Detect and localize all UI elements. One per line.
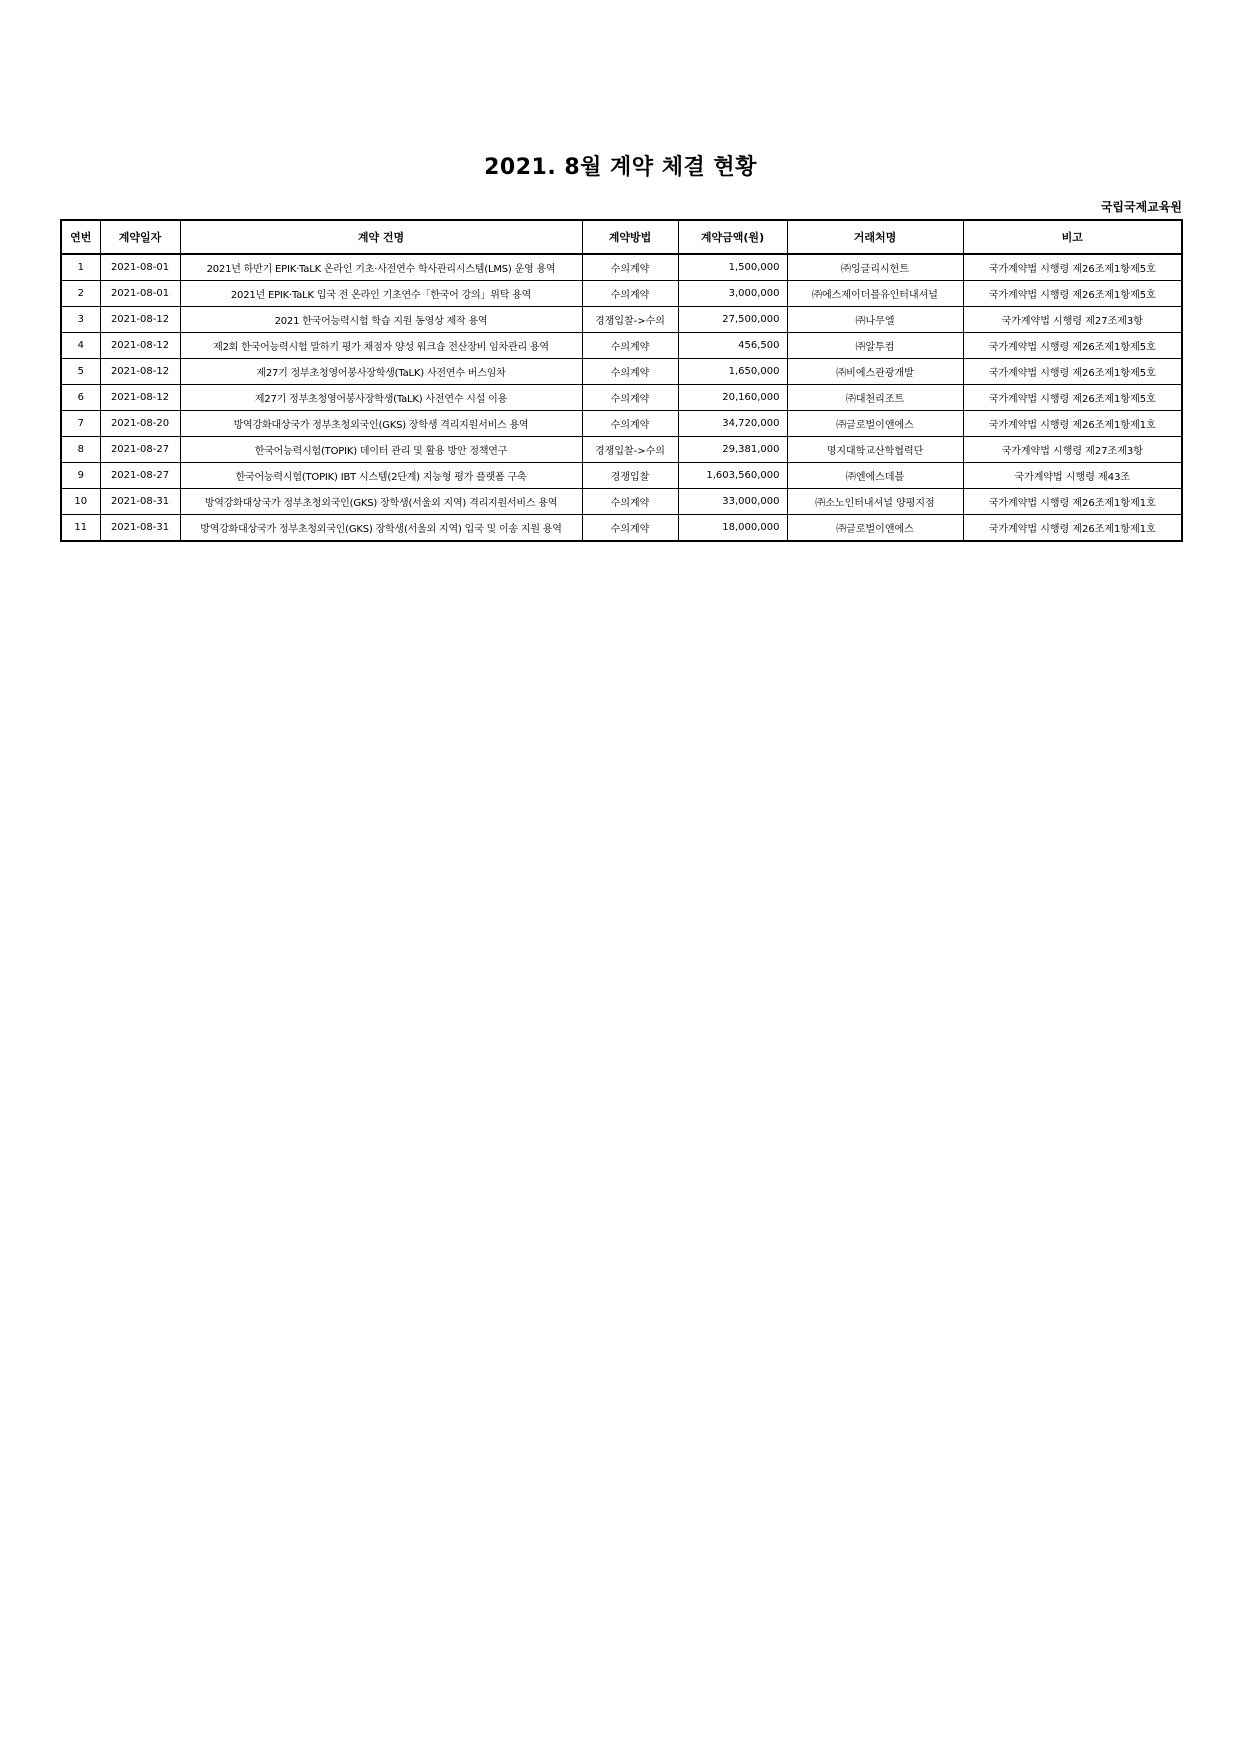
cell-amount: 1,650,000: [678, 359, 787, 385]
cell-note: 국가계약법 시행령 제26조제1항제5호: [963, 359, 1182, 385]
cell-note: 국가계약법 시행령 제26조제1항제1호: [963, 411, 1182, 437]
cell-note: 국가계약법 시행령 제26조제1항제5호: [963, 333, 1182, 359]
cell-method: 수의계약: [582, 359, 678, 385]
cell-vendor: ㈜소노인터내셔널 양평지점: [787, 489, 963, 515]
table-row: [61, 333, 1182, 359]
cell-no: 1: [61, 254, 100, 281]
cell-amount: 20,160,000: [678, 385, 787, 411]
cell-contract-name: 제27기 정부초청영어봉사장학생(TaLK) 사전연수 시설 이용: [180, 385, 582, 411]
column-header-date: 계약일자: [100, 220, 180, 254]
cell-no: 10: [61, 489, 100, 515]
cell-vendor: ㈜나무엘: [787, 307, 963, 333]
table-row: [61, 385, 1182, 411]
cell-contract-name: 한국어능력시험(TOPIK) IBT 시스템(2단계) 지능형 평가 플랫폼 구축: [180, 463, 582, 489]
cell-method: 수의계약: [582, 333, 678, 359]
cell-amount: 18,000,000: [678, 515, 787, 542]
cell-method: 수의계약: [582, 411, 678, 437]
cell-amount: 27,500,000: [678, 307, 787, 333]
cell-vendor: ㈜에스제이더블유인터내셔널: [787, 281, 963, 307]
cell-no: 5: [61, 359, 100, 385]
cell-note: 국가계약법 시행령 제26조제1항제5호: [963, 254, 1182, 281]
cell-note: 국가계약법 시행령 제27조제3항: [963, 437, 1182, 463]
cell-method: 수의계약: [582, 281, 678, 307]
column-header-note: 비고: [963, 220, 1182, 254]
cell-method: 경쟁입찰->수의: [582, 307, 678, 333]
cell-date: 2021-08-12: [100, 307, 180, 333]
table-row: [61, 437, 1182, 463]
table-row: [61, 411, 1182, 437]
cell-date: 2021-08-31: [100, 515, 180, 542]
column-header-no: 연번: [61, 220, 100, 254]
cell-amount: 29,381,000: [678, 437, 787, 463]
table-row: [61, 463, 1182, 489]
cell-amount: 33,000,000: [678, 489, 787, 515]
cell-date: 2021-08-20: [100, 411, 180, 437]
cell-date: 2021-08-12: [100, 385, 180, 411]
cell-date: 2021-08-01: [100, 254, 180, 281]
cell-no: 8: [61, 437, 100, 463]
cell-contract-name: 2021 한국어능력시험 학습 지원 동영상 제작 용역: [180, 307, 582, 333]
cell-vendor: ㈜글로벌이앤에스: [787, 411, 963, 437]
cell-vendor: 명지대학교산학협력단: [787, 437, 963, 463]
contracts-table: [60, 219, 1183, 542]
cell-no: 11: [61, 515, 100, 542]
cell-method: 수의계약: [582, 489, 678, 515]
cell-vendor: ㈜비에스관광개발: [787, 359, 963, 385]
cell-method: 경쟁입찰: [582, 463, 678, 489]
cell-amount: 1,603,560,000: [678, 463, 787, 489]
cell-date: 2021-08-01: [100, 281, 180, 307]
column-header-amount: 계약금액(원): [678, 220, 787, 254]
cell-no: 2: [61, 281, 100, 307]
column-header-method: 계약방법: [582, 220, 678, 254]
cell-contract-name: 방역강화대상국가 정부초청외국인(GKS) 장학생(서울외 지역) 격리지원서비스 용역: [180, 489, 582, 515]
cell-method: 수의계약: [582, 254, 678, 281]
cell-vendor: ㈜알투컴: [787, 333, 963, 359]
cell-contract-name: 한국어능력시험(TOPIK) 데이터 관리 및 활용 방안 정책연구: [180, 437, 582, 463]
cell-no: 9: [61, 463, 100, 489]
cell-method: 수의계약: [582, 385, 678, 411]
cell-note: 국가계약법 시행령 제26조제1항제5호: [963, 281, 1182, 307]
cell-note: 국가계약법 시행령 제26조제1항제1호: [963, 515, 1182, 542]
page-title: 2021. 8월 계약 체결 현황: [484, 155, 757, 180]
cell-contract-name: 2021년 EPIK·TaLK 입국 전 온라인 기초연수「한국어 강의」위탁 용역: [180, 281, 582, 307]
cell-amount: 34,720,000: [678, 411, 787, 437]
table-row: [61, 515, 1182, 542]
column-header-contract-name: 계약 건명: [180, 220, 582, 254]
table-row: [61, 307, 1182, 333]
cell-vendor: ㈜대천리조트: [787, 385, 963, 411]
cell-date: 2021-08-31: [100, 489, 180, 515]
cell-contract-name: 방역강화대상국가 정부초청외국인(GKS) 장학생 격리지원서비스 용역: [180, 411, 582, 437]
cell-date: 2021-08-12: [100, 333, 180, 359]
cell-method: 수의계약: [582, 515, 678, 542]
cell-note: 국가계약법 시행령 제26조제1항제5호: [963, 385, 1182, 411]
cell-date: 2021-08-27: [100, 463, 180, 489]
cell-vendor: ㈜잉글리시헌트: [787, 254, 963, 281]
cell-amount: 456,500: [678, 333, 787, 359]
cell-date: 2021-08-12: [100, 359, 180, 385]
cell-note: 국가계약법 시행령 제26조제1항제1호: [963, 489, 1182, 515]
cell-no: 3: [61, 307, 100, 333]
cell-no: 4: [61, 333, 100, 359]
table-row: [61, 359, 1182, 385]
cell-no: 7: [61, 411, 100, 437]
cell-note: 국가계약법 시행령 제27조제3항: [963, 307, 1182, 333]
cell-contract-name: 제2회 한국어능력시험 말하기 평가 채점자 양성 워크숍 전산장비 임차관리 용역: [180, 333, 582, 359]
cell-amount: 3,000,000: [678, 281, 787, 307]
table-header-row: [61, 220, 1182, 254]
cell-vendor: ㈜글로벌이앤에스: [787, 515, 963, 542]
cell-amount: 1,500,000: [678, 254, 787, 281]
column-header-vendor: 거래처명: [787, 220, 963, 254]
cell-no: 6: [61, 385, 100, 411]
table-row: [61, 254, 1182, 281]
cell-note: 국가계약법 시행령 제43조: [963, 463, 1182, 489]
cell-contract-name: 방역강화대상국가 정부초청외국인(GKS) 장학생(서울외 지역) 입국 및 이송 지원 용역: [180, 515, 582, 542]
table-row: [61, 489, 1182, 515]
cell-contract-name: 2021년 하반기 EPIK·TaLK 온라인 기초·사전연수 학사관리시스템(LMS) 운영 용역: [180, 254, 582, 281]
table-row: [61, 281, 1182, 307]
organization-name: 국립국제교육원: [1100, 200, 1182, 214]
cell-vendor: ㈜엔에스데블: [787, 463, 963, 489]
cell-contract-name: 제27기 정부초청영어봉사장학생(TaLK) 사전연수 버스임차: [180, 359, 582, 385]
cell-method: 경쟁입찰->수의: [582, 437, 678, 463]
cell-date: 2021-08-27: [100, 437, 180, 463]
